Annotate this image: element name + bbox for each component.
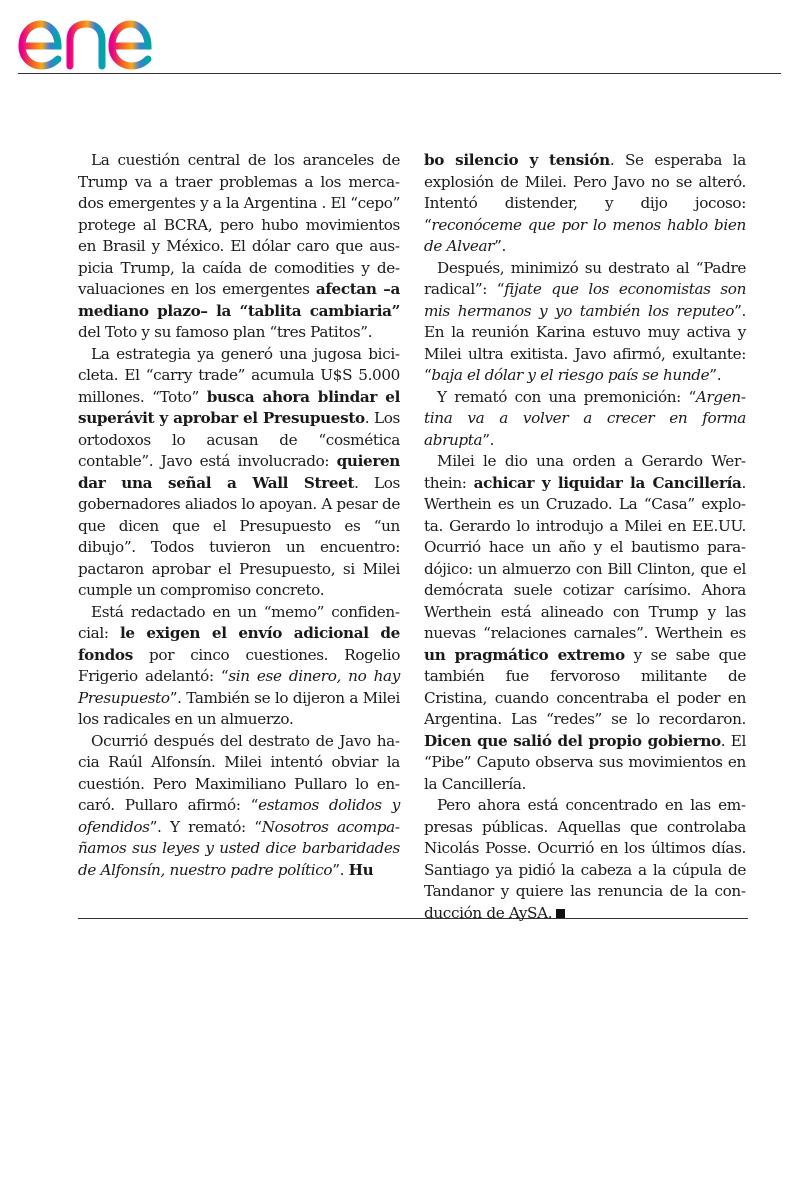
article-paragraph [78,602,400,731]
italic-quote: estamos dolidos y ofendidos [78,796,400,836]
body-text: ”. [494,237,507,255]
article-paragraph [78,344,400,602]
body-text: por cinco cuestiones. Rogelio Frigerio adelantó: “ [78,645,400,685]
article-paragraph [424,258,746,387]
italic-quote: Nosotros acompañamos sus leyes y usted dice barbaridades de Alfonsín, nuestro padre político [78,817,400,879]
body-text: Está redactado en un “memo” confidencial: [78,602,400,642]
body-text: ”. [332,860,349,879]
bold-text: un pragmático extremo [424,645,625,664]
article-column-left [78,150,400,881]
article-paragraph [424,387,746,452]
header-divider [18,73,781,74]
body-text: Ocurrió después del destrato de Javo hacia Raúl Alfonsín. Milei intentó obviar la cuestión. Pero Maximiliano Pullaro lo encaró. Pullaro afirmó: “ [78,731,400,814]
bold-text: busca ahora blindar el superávit y aprobar el Presupuesto [78,387,400,427]
body-text: La estrategia ya generó una jugosa bicicleta. El “carry trade” acumula U$S 5.000 millones. “Toto” [78,344,400,406]
bold-text: quieren dar una señal a Wall Street [78,452,400,492]
article-column-right [424,150,746,924]
italic-quote: fijate que los economistas son mis hermanos y yo también los reputeo [424,280,747,320]
article-paragraph [78,150,400,344]
body-text: y se sabe que también fue fervoroso militante de Cristina, cuando concentraba el poder en Argentina. Las “redes” se lo recordaron. [424,645,746,728]
body-text: . Los gobernadores aliados lo apoyan. A pesar de que dicen que el Presupuesto es “un dibujo”. Todos tuvieron un encuentro: pactaron aprobar el Presupuesto, si Milei cumple un compromiso concreto. [78,473,400,599]
enel-logo [16,4,196,74]
body-text: ”. [709,366,722,384]
bold-text: achicar y liquidar la Cancillería [473,473,742,492]
body-text: Y remató con una premonición: “ [437,387,696,406]
body-text: Milei le dio una orden a Gerardo Werthein: [424,452,746,492]
body-text: . Se esperaba la explosión de Milei. Pero Javo no se alteró. Intentó distender, y dijo jocoso: “ [424,151,746,234]
body-text: del Toto y su famoso plan “tres Patitos”. [78,323,373,341]
bold-text: Dicen que salió del propio gobierno [424,731,721,750]
article-paragraph [424,451,746,795]
article-paragraph [78,731,400,882]
bold-text: bo silencio y tensión [424,151,610,169]
article-paragraph [424,795,746,924]
article-paragraph [424,150,746,258]
footer-divider [78,918,748,919]
bold-text: afectan –a mediano plazo– la “tablita cambiaria” [78,280,400,320]
body-text: Después, minimizó su destrato al “Padre radical”: “ [424,258,746,298]
body-text: ”. En la reunión Karina estuvo muy activa y Milei ultra exitista. Javo afirmó, exultante: “ [424,301,746,384]
italic-quote: Argentina va a volver a crecer en forma abrupta [424,387,746,449]
bold-text: le exigen el envío adicional de fondos [78,624,400,664]
body-text: ”. [482,430,495,449]
body-text: . Los ortodoxos lo acusan de “cosmética contable”. Javo está involucrado: [78,409,400,470]
italic-quote: reconóceme que por lo menos hablo bien de Alvear [424,215,746,255]
italic-quote: baja el dólar y el riesgo país se hunde [431,366,710,384]
body-text: ”. También se lo dijeron a Milei los radicales en un almuerzo. [78,688,400,728]
body-text: ”. Y remató: “ [149,817,262,836]
body-text: La cuestión central de los aranceles de Trump va a traer problemas a los mercados emergentes y a la Argentina . El “cepo” protege al BCRA, pero hubo movimientos en Brasil y México. El dólar caro que auspicia Trump, la caída de comodities y devaluaciones en los emergentes [78,151,400,298]
body-text: . Werthein es un Cruzado. La “Casa” explota. Gerardo lo introdujo a Milei en EE.UU. Ocurrió hace un año y el bautismo paradójico: un almuerzo con Bill Clinton, que el demócrata suele cotizar carísimo. Ahora Werthein está alineado con Trump y las nuevas “relaciones carnales”. Werthein es [424,473,746,642]
body-text: Pero ahora está concentrado en las empresas públicas. Aquellas que controlaba Nicolás Posse. Ocurrió en los últimos días. Santiago ya pidió la cabeza a la cúpula de Tandanor y quiere las renuncia de la conducción de AySA. [424,796,746,922]
bold-text: Hu [348,860,374,879]
body-text: . El “Pibe” Caputo observa sus movimientos en la Cancillería. [424,731,747,793]
italic-quote: sin ese dinero, no hay Presupuesto [78,667,400,707]
end-of-article-mark [556,909,565,918]
